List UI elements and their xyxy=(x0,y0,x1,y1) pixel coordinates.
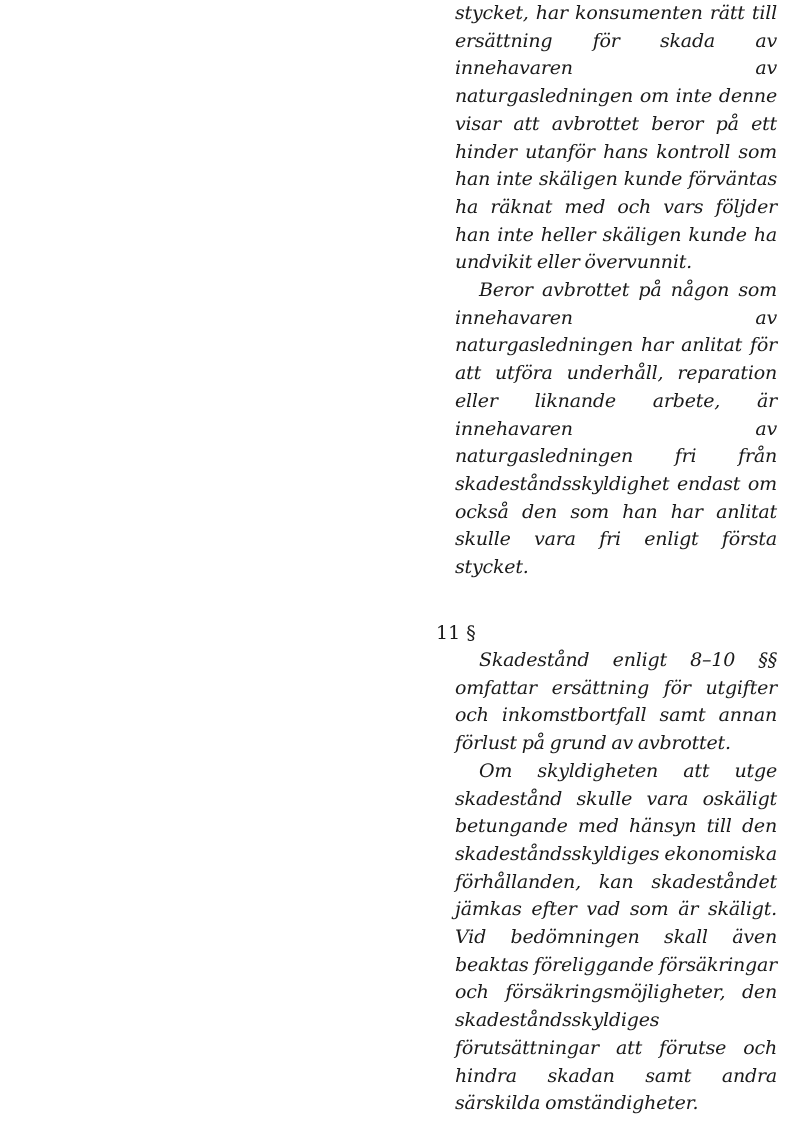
section-heading: 11 § xyxy=(436,622,476,644)
paragraph-damages-adjustment: Om skyldigheten att utge skadestånd skulle vara oskäligt betungande med hänsyn till den skadeståndsskyldiges ekonomiska förhållanden, kan skadeståndet jämkas efter vad som är skäligt. Vid bedömningen skall även beaktas föreliggande försäkringar och försäkringsmöjligheter, den skadeståndsskyldiges förutsättningar att förutse och hindra skadan samt andra särskilda omständigheter. xyxy=(455,759,777,1115)
paragraph-damages-scope: Skadestånd enligt 8–10 §§ omfattar ersättning för utgifter och inkomstbortfall samt annan förlust på grund av avbrottet. xyxy=(455,649,777,755)
continued-section-text xyxy=(455,0,777,582)
section-body xyxy=(455,647,777,1118)
paragraph-continued: stycket, har konsumenten rätt till ersättning för skada av innehavaren av naturgasledningen om inte denne visar att avbrottet beror på ett hinder utanför hans kontroll som han inte skäligen kunde förväntas ha räknat med och vars följder han inte heller skäligen kunde ha undvikit eller övervunnit. xyxy=(455,2,777,274)
paragraph-contractor-liability: Beror avbrottet på någon som innehavaren av naturgasledningen har anlitat för att utföra underhåll, reparation eller liknande arbete, är innehavaren av naturgasledningen fri från skadeståndsskyldighet endast om också den som han har anlitat skulle vara fri enligt första stycket. xyxy=(455,279,777,579)
